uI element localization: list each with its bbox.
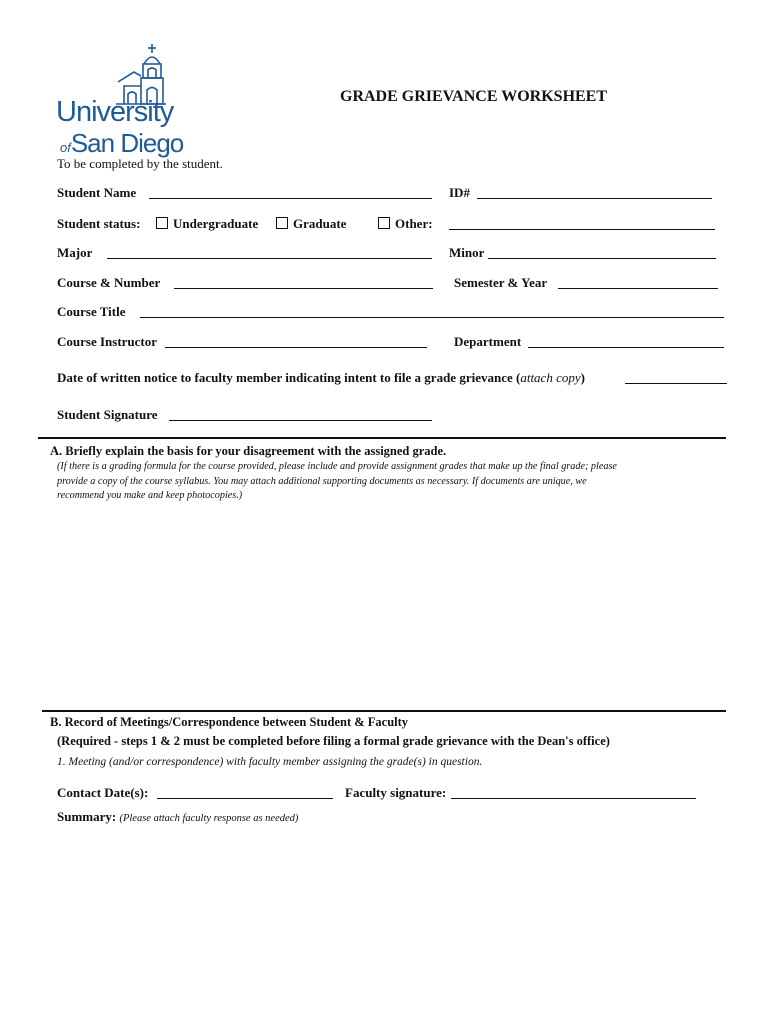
checkbox-icon[interactable] [276, 217, 288, 229]
graduate-option[interactable]: Graduate [276, 216, 346, 232]
logo-university-text: University [56, 96, 174, 128]
department-field[interactable] [528, 347, 724, 348]
university-logo [56, 42, 184, 158]
logo-of-text: of [60, 140, 71, 155]
section-a-note-line: provide a copy of the course syllabus. You may attach additional supporting documents as necessary. If documents are unique, we [57, 475, 587, 487]
course-title-label: Course Title [57, 304, 126, 319]
page-title: GRADE GRIEVANCE WORKSHEET [340, 88, 608, 105]
id-field[interactable] [477, 198, 712, 199]
date-notice-field[interactable] [625, 383, 727, 384]
course-title-field[interactable] [140, 317, 724, 318]
logo-san-diego-text: San Diego [70, 128, 184, 158]
faculty-signature-field[interactable] [451, 798, 696, 799]
student-signature-label: Student Signature [57, 407, 158, 422]
major-label: Major [57, 245, 93, 260]
course-number-field[interactable] [174, 288, 433, 289]
student-signature-field[interactable] [169, 420, 432, 421]
checkbox-icon[interactable] [378, 217, 390, 229]
course-number-label: Course & Number [57, 275, 161, 290]
other-option[interactable]: Other: [378, 216, 433, 232]
minor-label: Minor [449, 245, 485, 260]
contact-dates-field[interactable] [157, 798, 333, 799]
summary-note: (Please attach faculty response as needed) [119, 813, 299, 824]
semester-year-label: Semester & Year [454, 275, 548, 290]
student-status-label: Student status: [57, 216, 141, 231]
section-a-rule [38, 437, 726, 439]
section-a-note [57, 460, 617, 504]
section-a-response-area[interactable] [50, 510, 726, 705]
checkbox-icon[interactable] [156, 217, 168, 229]
semester-year-field[interactable] [558, 288, 718, 289]
department-label: Department [454, 334, 522, 349]
date-notice-label: Date of written notice to faculty member indicating intent to file a grade grievance (attach copy) [57, 370, 585, 385]
other-field[interactable] [449, 229, 715, 230]
section-a-note-line: (If there is a grading formula for the course provided, please include and provide assignment grades that make up the final grade; please [57, 461, 617, 472]
section-b-subheading: (Required - steps 1 & 2 must be completed before filing a formal grade grievance with the Dean's office) [57, 734, 610, 748]
summary-row [57, 809, 298, 825]
step-1-text: 1. Meeting (and/or correspondence) with faculty member assigning the grade(s) in question. [57, 756, 483, 768]
summary-label: Summary: [57, 809, 117, 824]
summary-response-area[interactable] [50, 830, 726, 1010]
section-b-rule [42, 710, 726, 712]
student-name-label: Student Name [57, 185, 137, 200]
id-label: ID# [449, 185, 470, 200]
course-instructor-field[interactable] [165, 347, 427, 348]
student-name-field[interactable] [149, 198, 432, 199]
contact-dates-label: Contact Date(s): [57, 785, 149, 800]
major-field[interactable] [107, 258, 432, 259]
section-b-heading: B. Record of Meetings/Correspondence between Student & Faculty [50, 715, 409, 729]
faculty-signature-label: Faculty signature: [345, 785, 447, 800]
section-a-note-line: recommend you make and keep photocopies.) [57, 490, 243, 501]
undergraduate-option[interactable]: Undergraduate [156, 216, 258, 232]
section-a-heading: A. Briefly explain the basis for your disagreement with the assigned grade. [50, 444, 447, 458]
minor-field[interactable] [488, 258, 716, 259]
intro-text: To be completed by the student. [57, 156, 223, 171]
course-instructor-label: Course Instructor [57, 334, 158, 349]
